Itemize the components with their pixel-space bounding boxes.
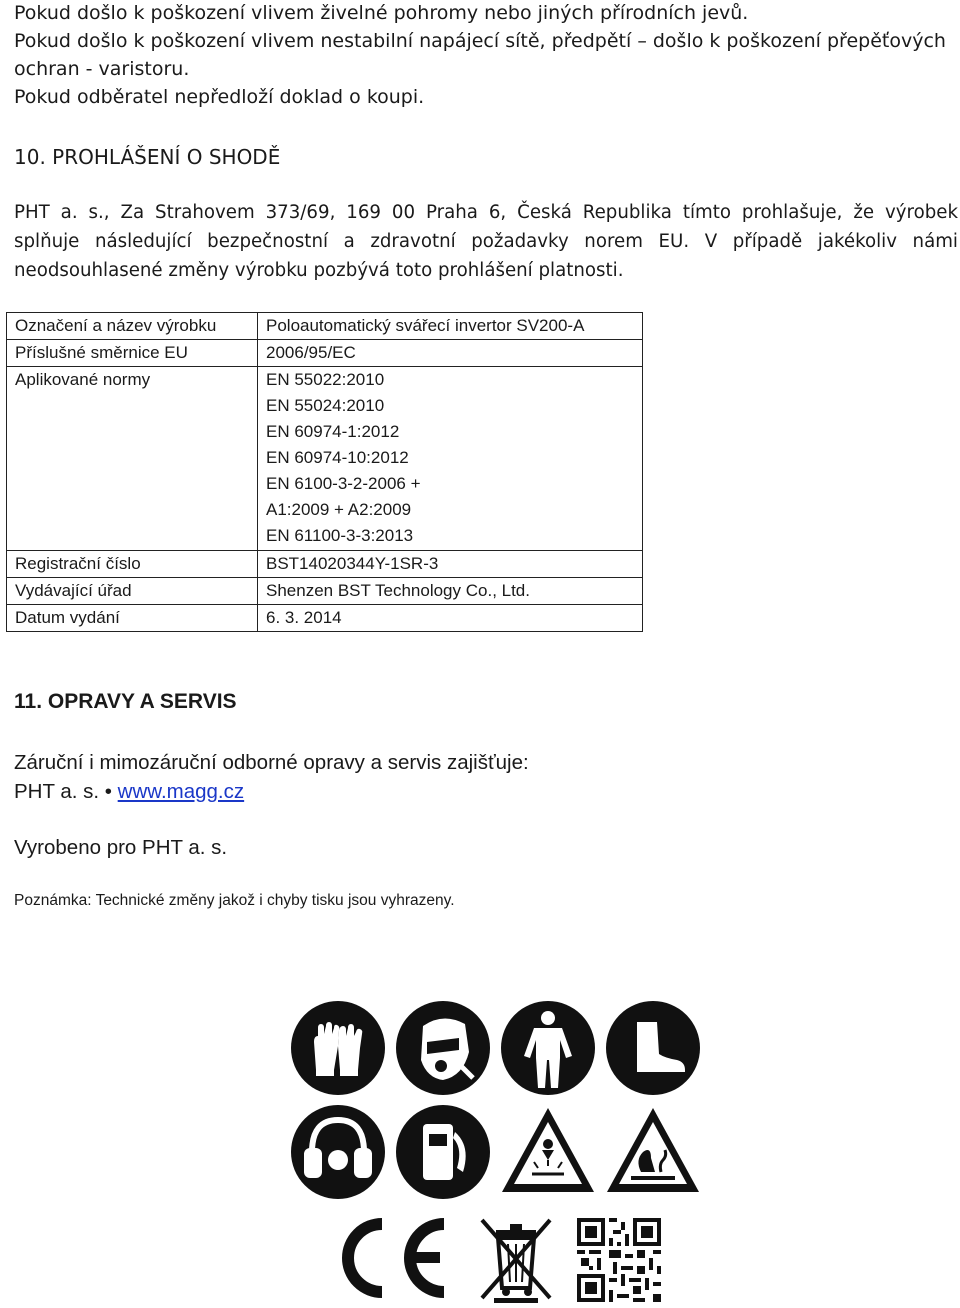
ear-protection-icon: [288, 1102, 388, 1202]
intro-line-2: Pokud došlo k poškození vlivem nestabilní napájecí sítě, předpětí – došlo k poškození přepěťových: [14, 30, 946, 52]
weee-crossed-bin-icon: [474, 1214, 558, 1304]
qr-code-icon: [577, 1218, 661, 1302]
table-row: [7, 604, 643, 631]
standards-list: [258, 367, 643, 551]
intro-line-1: Pokud došlo k poškození vlivem živelné pohromy nebo jiných přírodních jevů.: [14, 2, 749, 24]
safety-icons-grid: [288, 998, 704, 1198]
intro-line-3: ochran - varistoru.: [14, 58, 190, 80]
gloves-icon: [288, 998, 388, 1098]
safety-boots-icon: [603, 998, 703, 1098]
standard-item: EN 55024:2010: [266, 396, 385, 416]
table-row: [7, 367, 643, 551]
standard-item: EN 6100-3-2-2006 +: [266, 474, 421, 494]
ce-mark-icon: [326, 1216, 456, 1300]
service-contact: [14, 780, 244, 804]
company-name: PHT a. s.: [14, 780, 100, 803]
protective-suit-icon: [498, 998, 598, 1098]
hot-surface-warning-icon: [603, 1102, 703, 1202]
row-value: BST14020344Y-1SR-3: [258, 550, 643, 577]
table-row: [7, 577, 643, 604]
row-value: Shenzen BST Technology Co., Ltd.: [258, 577, 643, 604]
table-row: [7, 550, 643, 577]
row-value: 2006/95/EC: [258, 340, 643, 367]
standard-item: EN 60974-10:2012: [266, 448, 409, 468]
welding-shield-icon: [393, 1102, 493, 1202]
row-label: Označení a název výrobku: [7, 313, 258, 340]
disclaimer-note: Poznámka: Technické změny jakož i chyby tisku jsou vyhrazeny.: [14, 892, 455, 909]
intro-line-4: Pokud odběratel nepředloží doklad o koupi.: [14, 86, 425, 108]
row-value: Poloautomatický svářecí invertor SV200-A: [258, 313, 643, 340]
table-row: [7, 313, 643, 340]
row-label: Datum vydání: [7, 604, 258, 631]
declaration-table: [6, 312, 643, 632]
row-label: Příslušné směrnice EU: [7, 340, 258, 367]
bullet-separator: •: [104, 780, 112, 803]
standard-item: EN 61100-3-3:2013: [266, 526, 414, 546]
welding-mask-icon: [393, 998, 493, 1098]
declaration-paragraph-line-3: neodsouhlasené změny výrobku pozbývá toto prohlášení platnosti.: [14, 260, 624, 281]
standard-item: A1:2009 + A2:2009: [266, 500, 412, 520]
standard-item: EN 60974-1:2012: [266, 422, 400, 442]
row-label: Aplikované normy: [7, 367, 258, 551]
spark-warning-icon: [498, 1102, 598, 1202]
row-label: Vydávající úřad: [7, 577, 258, 604]
service-text: Záruční i mimozáruční odborné opravy a servis zajišťuje:: [14, 751, 529, 774]
table-row: [7, 340, 643, 367]
declaration-paragraph-line-1: PHT a. s., Za Strahovem 373/69, 169 00 Praha 6, Česká Republika tímto prohlašuje, že výrobek: [14, 202, 958, 223]
section-10-heading: 10. PROHLÁŠENÍ O SHODĚ: [14, 145, 281, 169]
row-value: 6. 3. 2014: [258, 604, 643, 631]
made-for-text: Vyrobeno pro PHT a. s.: [14, 836, 228, 859]
standard-item: EN 55022:2010: [266, 370, 385, 390]
row-label: Registrační číslo: [7, 550, 258, 577]
website-link[interactable]: www.magg.cz: [117, 780, 245, 803]
declaration-paragraph-line-2: splňuje následující bezpečnostní a zdravotní požadavky norem EU. V případě jakékoliv námi: [14, 231, 958, 252]
section-11-heading: 11. OPRAVY A SERVIS: [14, 690, 237, 713]
